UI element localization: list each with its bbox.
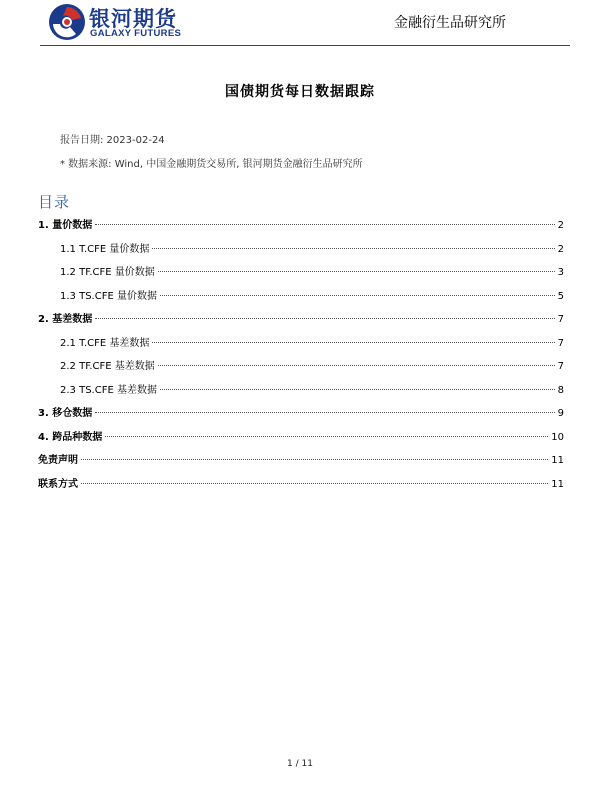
report-date: 报告日期: 2023-02-24 <box>60 135 165 146</box>
toc-dot-leader <box>152 342 554 343</box>
page-header <box>0 0 600 44</box>
toc-dot-leader <box>95 412 554 413</box>
toc-dot-leader <box>81 483 548 484</box>
toc-entry[interactable] <box>60 357 564 373</box>
toc-entry-page: 2 <box>557 243 564 255</box>
toc-entry-page: 7 <box>557 337 564 349</box>
toc-entry-label: 联系方式 <box>38 478 78 490</box>
toc-dot-leader <box>95 318 554 319</box>
toc-entry-page: 5 <box>557 290 564 302</box>
toc-heading: 目录 <box>38 193 71 211</box>
logo-chinese-name: 银河期货 <box>89 7 177 31</box>
toc-entry-page: 7 <box>557 314 564 325</box>
logo-english-name: GALAXY FUTURES <box>90 28 182 39</box>
toc-entry-page: 2 <box>557 220 564 231</box>
toc-entry-page: 10 <box>551 431 564 443</box>
institute-name: 金融衍生品研究所 <box>394 15 506 31</box>
toc-entry-page: 9 <box>557 408 564 419</box>
toc-dot-leader <box>152 248 554 249</box>
toc-entry-page: 3 <box>557 267 564 278</box>
toc-entry[interactable] <box>38 475 564 491</box>
toc-entry-page: 8 <box>557 384 564 396</box>
toc-dot-leader <box>81 459 548 460</box>
toc-dot-leader <box>158 271 555 272</box>
toc-entry-label: 免责声明 <box>38 455 78 466</box>
toc-entry[interactable] <box>60 263 564 279</box>
toc-dot-leader <box>105 436 548 437</box>
toc-entry-label: 1. 量价数据 <box>38 220 93 231</box>
toc-entry-label: 4. 跨品种数据 <box>38 431 103 443</box>
toc-entry[interactable] <box>38 428 564 444</box>
toc-dot-leader <box>158 365 555 366</box>
toc-dot-leader <box>95 224 554 225</box>
data-source-note: * 数据来源: Wind, 中国金融期货交易所, 银河期货金融衍生品研究所 <box>60 159 363 170</box>
toc-entry-label: 3. 移仓数据 <box>38 408 93 419</box>
galaxy-futures-logo <box>48 3 198 41</box>
toc-entry[interactable] <box>38 216 564 232</box>
toc-entry-label: 2.3 TS.CFE 基差数据 <box>60 384 157 396</box>
page-number: 1 / 11 <box>287 759 313 769</box>
toc-entry-page: 11 <box>551 478 564 490</box>
toc-entry-label: 1.1 T.CFE 量价数据 <box>60 243 150 255</box>
toc-entry-page: 11 <box>551 455 564 466</box>
toc-entry-label: 2.2 TF.CFE 基差数据 <box>60 361 155 372</box>
toc-entry-label: 2. 基差数据 <box>38 314 93 325</box>
toc-entry[interactable] <box>38 451 564 467</box>
toc-entry-label: 1.3 TS.CFE 量价数据 <box>60 290 157 302</box>
toc-dot-leader <box>160 389 555 390</box>
toc-entry[interactable] <box>60 381 564 397</box>
header-divider <box>40 45 570 46</box>
toc-entry[interactable] <box>38 310 564 326</box>
toc-entry-label: 2.1 T.CFE 基差数据 <box>60 337 150 349</box>
toc-dot-leader <box>160 295 555 296</box>
toc-entry-label: 1.2 TF.CFE 量价数据 <box>60 267 155 278</box>
toc-entry[interactable] <box>60 287 564 303</box>
toc-entry[interactable] <box>60 334 564 350</box>
document-title: 国债期货每日数据跟踪 <box>225 84 375 100</box>
galaxy-logo-icon <box>48 3 86 41</box>
toc-entry[interactable] <box>38 404 564 420</box>
toc-entry-page: 7 <box>557 361 564 372</box>
toc-entry[interactable] <box>60 240 564 256</box>
